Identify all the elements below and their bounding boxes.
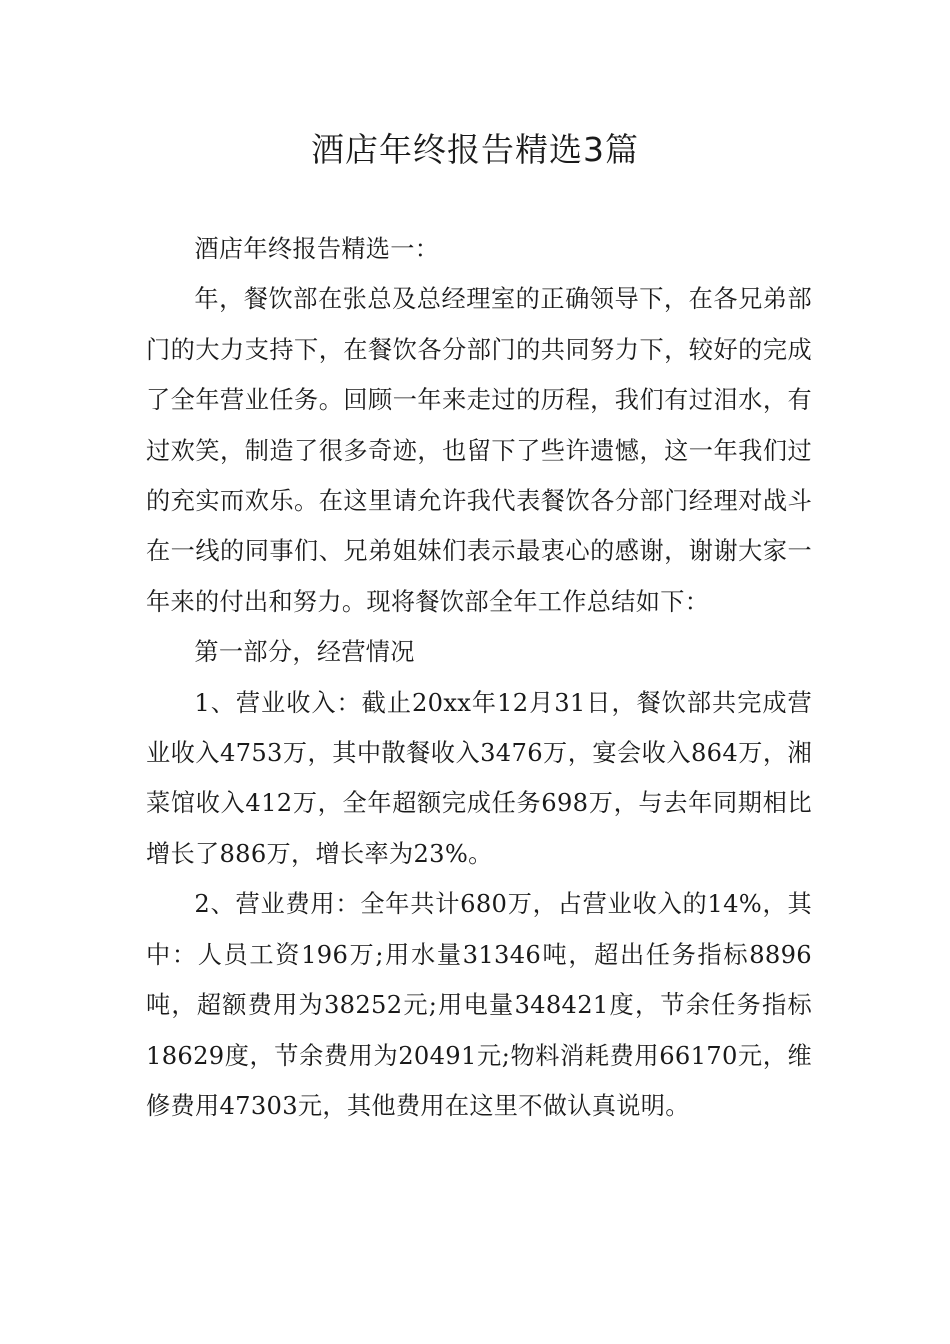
section-heading-part-one-intro: 酒店年终报告精选一： <box>194 235 440 263</box>
document-body <box>146 224 812 1131</box>
expenses-paragraph: 2、营业费用：全年共计680万，占营业收入的14%，其中：人员工资196万;用水量31346吨，超出任务指标8896吨，超额费用为38252元;用电量348421度，节余任务指标18629度，节余费用为20491元;物料消耗费用66170元，维修费用47303元，其他费用在这里不做认真说明。 <box>146 890 812 1120</box>
document-title: 酒店年终报告精选3篇 <box>311 130 639 169</box>
intro-paragraph: 年，餐饮部在张总及总经理室的正确领导下，在各兄弟部门的大力支持下，在餐饮各分部门的共同努力下，较好的完成了全年营业任务。回顾一年来走过的历程，我们有过泪水，有过欢笑，制造了很多奇迹，也留下了些许遗憾，这一年我们过的充实而欢乐。在这里请允许我代表餐饮各分部门经理对战斗在一线的同事们、兄弟姐妹们表示最衷心的感谢，谢谢大家一年来的付出和努力。现将餐饮部全年工作总结如下： <box>146 285 812 616</box>
revenue-paragraph: 1、营业收入：截止20xx年12月31日，餐饮部共完成营业收入4753万，其中散餐收入3476万，宴会收入864万，湘菜馆收入412万，全年超额完成任务698万，与去年同期相比增长了886万，增长率为23%。 <box>146 688 812 868</box>
section-heading-operations: 第一部分，经营情况 <box>194 638 415 667</box>
